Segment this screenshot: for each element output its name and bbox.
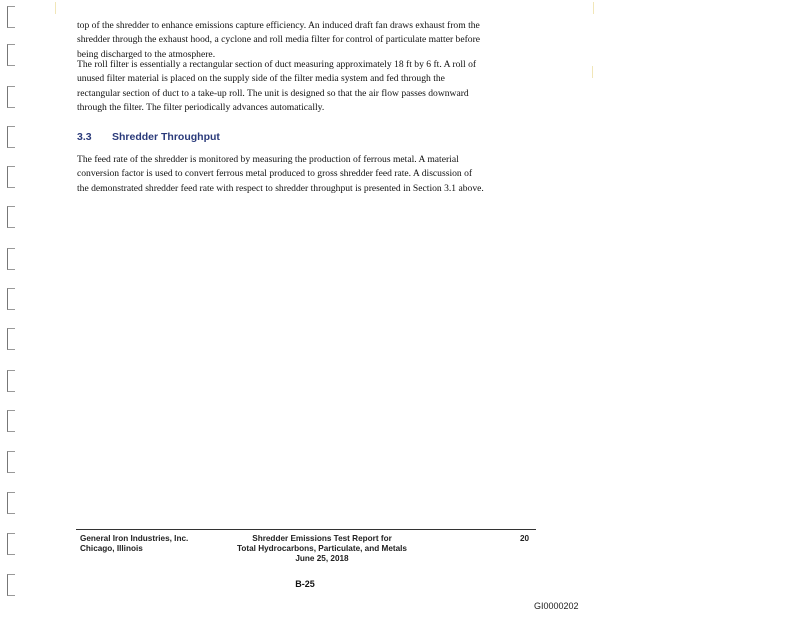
text-line: the demonstrated shredder feed rate with respect to shredder throughput is presented in Section 3.1 above. bbox=[77, 182, 484, 194]
section-title: Shredder Throughput bbox=[112, 131, 220, 143]
binder-mark bbox=[7, 370, 15, 392]
text-line: rectangular section of duct to a take-up roll. The unit is designed so that the air flow passes downward bbox=[77, 87, 469, 99]
binder-mark bbox=[7, 6, 15, 28]
binder-mark bbox=[7, 166, 15, 188]
text-line: through the filter. The filter periodically advances automatically. bbox=[77, 101, 325, 113]
footer-report-title bbox=[212, 534, 432, 564]
section-heading bbox=[77, 131, 220, 143]
text-line: unused filter material is placed on the supply side of the filter media system and fed through the bbox=[77, 73, 445, 85]
binder-mark bbox=[7, 288, 15, 310]
text-line: conversion factor is used to convert ferrous metal produced to gross shredder feed rate. A discussion of bbox=[77, 168, 473, 180]
appendix-page-number: B-25 bbox=[295, 579, 315, 589]
footer-company bbox=[80, 534, 188, 554]
text-line: The feed rate of the shredder is monitored by measuring the production of ferrous metal. A material bbox=[77, 154, 459, 165]
text-line: shredder through the exhaust hood, a cyclone and roll media filter for control of particulate matter before bbox=[77, 34, 481, 46]
paragraph-roll-filter bbox=[77, 58, 527, 115]
scan-mark bbox=[592, 66, 593, 78]
footer-company-location: Chicago, Illinois bbox=[80, 544, 143, 553]
binder-mark bbox=[7, 44, 15, 66]
footer-page-number: 20 bbox=[520, 534, 530, 543]
footer-company-name: General Iron Industries, Inc. bbox=[80, 534, 189, 543]
footer-report-line: Total Hydrocarbons, Particulate, and Metals bbox=[236, 544, 407, 553]
binder-mark bbox=[7, 574, 15, 596]
binder-mark bbox=[7, 328, 15, 350]
binder-mark bbox=[7, 451, 15, 473]
binder-mark bbox=[7, 206, 15, 228]
binder-mark bbox=[7, 86, 15, 108]
binder-mark bbox=[7, 126, 15, 148]
text-line: top of the shredder to enhance emissions capture efficiency. An induced draft fan draws exhaust from the bbox=[77, 20, 480, 31]
binder-mark bbox=[7, 248, 15, 270]
footer-report-date: June 25, 2018 bbox=[295, 554, 349, 563]
document-id: GI0000202 bbox=[534, 601, 579, 611]
footer-report-line: Shredder Emissions Test Report for bbox=[252, 534, 392, 543]
binder-mark bbox=[7, 410, 15, 432]
binder-mark bbox=[7, 492, 15, 514]
scan-mark bbox=[55, 2, 56, 14]
footer-rule bbox=[76, 529, 536, 530]
text-line: being discharged to the atmosphere. bbox=[77, 48, 216, 60]
paragraph-intro bbox=[77, 19, 527, 62]
section-number: 3.3 bbox=[77, 131, 92, 143]
binder-mark bbox=[7, 533, 15, 555]
text-line: The roll filter is essentially a rectangular section of duct measuring approximately 18 ft by 6 ft. A roll of bbox=[77, 59, 477, 70]
scan-mark bbox=[593, 2, 594, 14]
paragraph-throughput bbox=[77, 153, 527, 196]
